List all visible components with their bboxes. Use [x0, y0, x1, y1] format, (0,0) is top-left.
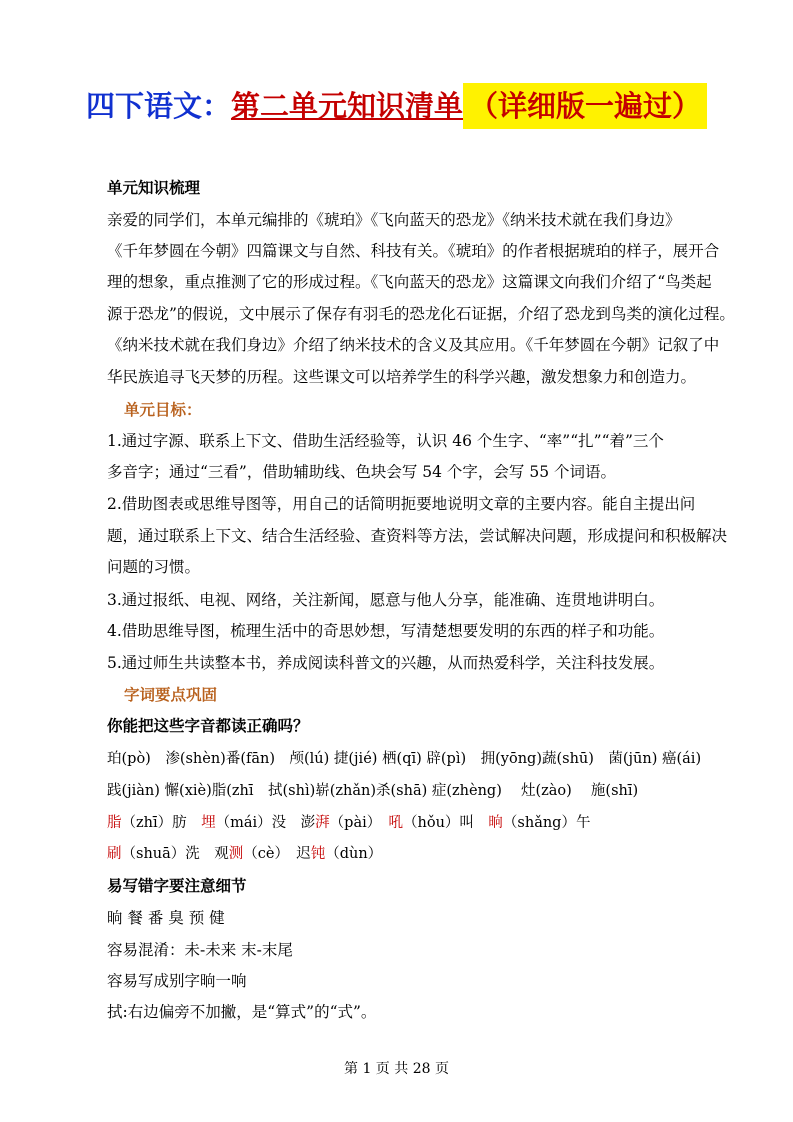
- pinyin-row-2: 践(jiàn) 懈(xiè)脂(zhī 拭(shì)崭(zhǎn)杀(shā) 症(zhèng) 灶(zào) 施(shī): [107, 783, 639, 799]
- intro-line-6: 华民族追寻飞天梦的历程。这些课文可以培养学生的科学兴趣，激发想象力和创造力。: [107, 368, 697, 386]
- pinyin-segment: （cè） 迟: [243, 846, 311, 862]
- pinyin-segment: 测: [228, 846, 244, 862]
- title-highlight: （详细版一遍过）: [463, 83, 707, 129]
- shi-note: 拭:右边偏旁不加撇，是“算式”的“式”。: [107, 1003, 377, 1021]
- vocab-heading: 字词要点巩固: [124, 685, 218, 704]
- goals-heading: 单元目标：: [124, 400, 202, 419]
- goal-line-7: 4.借助思维导图，梳理生活中的奇思妙想，写清楚想要发明的东西的样子和功能。: [107, 622, 665, 640]
- pinyin-segment: 刷: [107, 846, 122, 862]
- pronounce-heading: 你能把这些字音都读正确吗？: [107, 716, 309, 735]
- pinyin-segment: （hǒu）叫: [403, 815, 489, 831]
- mistakes-heading: 易写错字要注意细节: [107, 876, 247, 895]
- page-title: [0, 84, 793, 136]
- pinyin-row-1: 珀(pò) 渗(shèn)番(fān) 颅(lú) 捷(jié) 栖(qī) 辟(pì) 拥(yōng)蔬(shū) 菌(jūn) 癌(ái): [107, 751, 702, 767]
- pinyin-segment: （dùn）: [325, 846, 383, 862]
- pinyin-segment: 吼: [388, 815, 403, 831]
- pinyin-segment: 钝: [310, 846, 326, 862]
- page-footer: 第 1 页 共 28 页: [344, 1061, 449, 1077]
- mistake-chars: 晌 餐 番 臭 预 健: [107, 909, 225, 927]
- pinyin-segment: 晌: [488, 815, 503, 831]
- goal-line-2: 多音字；通过“三看”，借助辅助线、色块会写 54 个字，会写 55 个词语。: [107, 463, 617, 481]
- confuse-note: 容易混淆：未-未来 末-末尾: [107, 941, 293, 959]
- goal-line-1: 1.通过字源、联系上下文、借助生活经验等，认识 46 个生字、“率”“扎”“着”三个: [107, 432, 664, 450]
- intro-line-1: 亲爱的同学们，本单元编排的《琥珀》《飞向蓝天的恐龙》《纳米技术就在我们身边》: [107, 211, 681, 229]
- pinyin-segment: （shuā）洗 观: [121, 846, 229, 862]
- review-heading: 单元知识梳理: [107, 178, 201, 197]
- goal-line-3: 2.借助图表或思维导图等，用自己的话简明扼要地说明文章的主要内容。能自主提出问: [107, 495, 696, 513]
- pinyin-segment: （zhī）肪: [121, 815, 202, 831]
- pinyin-segment: （shǎng）午: [502, 815, 591, 831]
- title-prefix: 四下语文：: [85, 89, 231, 123]
- intro-line-3: 理的想象，重点推测了它的形成过程。《飞向蓝天的恐龙》这篇课文向我们介绍了“鸟类起: [107, 273, 712, 291]
- title-main: 第二单元知识清单: [230, 89, 463, 123]
- goal-line-4: 题，通过联系上下文、结合生活经验、查资料等方法，尝试解决问题，形成提问和积极解决: [107, 527, 728, 545]
- pinyin-segment: 湃: [315, 815, 330, 831]
- pinyin-segment: （pài）: [329, 815, 389, 831]
- intro-line-5: 《纳米技术就在我们身边》介绍了纳米技术的含义及其应用。《千年梦圆在今朝》记叙了中: [107, 336, 720, 354]
- pinyin-segment: 脂: [107, 815, 122, 831]
- goal-line-8: 5.通过师生共读整本书，养成阅读科普文的兴趣，从而热爱科学，关注科技发展。: [107, 654, 665, 672]
- pinyin-row-4: [107, 844, 382, 864]
- pinyin-segment: （mái）没 澎: [215, 815, 316, 831]
- pinyin-row-3: [107, 813, 590, 833]
- goal-line-5: 问题的习惯。: [107, 558, 201, 576]
- other-char-note: 容易写成别字晌一响: [107, 972, 247, 990]
- goal-line-6: 3.通过报纸、电视、网络，关注新闻，愿意与他人分享，能准确、连贯地讲明白。: [107, 591, 665, 609]
- intro-line-4: 源于恐龙”的假说，文中展示了保存有羽毛的恐龙化石证据，介绍了恐龙到鸟类的演化过程。: [107, 305, 735, 323]
- pinyin-segment: 埋: [201, 815, 216, 831]
- intro-line-2: 《千年梦圆在今朝》四篇课文与自然、科技有关。《琥珀》的作者根据琥珀的样子，展开合: [107, 242, 720, 260]
